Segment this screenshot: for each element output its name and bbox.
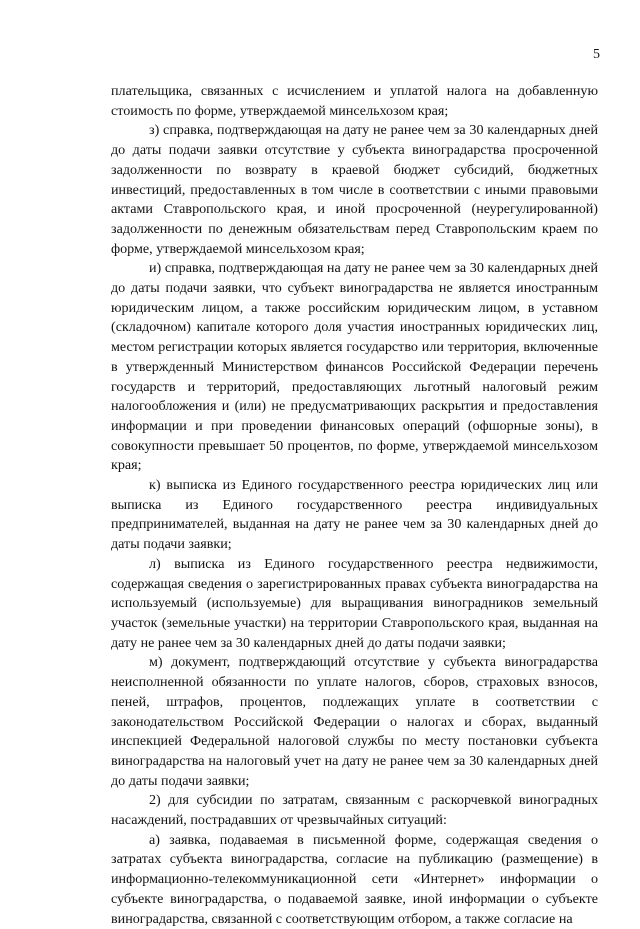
page-number: 5 xyxy=(593,47,600,62)
paragraph-item-z: з) справка, подтверждающая на дату не ранее чем за 30 календарных дней до даты подачи заявки отсутствие у субъекта виноградарства просроченной задолженности по возврату в краевой бюджет субсидий, бюджетных инвестиций, предоставленных в том числе в соответствии с иными правовыми актами Ставропольского края, и иной просроченной (неурегулированной) задолженности по денежным обязательствам перед Ставропольским краем по форме, утверждаемой минсельхозом края; xyxy=(111,122,598,257)
paragraph-item-2: 2) для субсидии по затратам, связанным с раскорчевкой виноградных насаждений, пострадавших от чрезвычайных ситуаций: xyxy=(111,792,598,829)
paragraph-item-a: а) заявка, подаваемая в письменной форме, содержащая сведения о затратах субъекта виноградарства, согласие на публикацию (размещение) в информационно-телекоммуникационной сети «Интернет» информации о субъекте виноградарства, о подаваемой заявке, иной информации о субъекте виноградарства, связанной с соответствующим отбором, а также согласие на xyxy=(111,831,598,927)
paragraph-item-i: и) справка, подтверждающая на дату не ранее чем за 30 календарных дней до даты подачи заявки, что субъект виноградарства не является иностранным юридическим лицом, а также российским юридическим лицом, в уставном (складочном) капитале которого доля участия иностранных юридических лиц, местом регистрации которых является государство или территория, включенные в утвержденный Министерством финансов Российской Федерации перечень государств и территорий, предоставляющих льготный налоговый режим налогообложения и (или) не предусматривающих раскрытия и предоставления информации и при проведении финансовых операций (офшорные зоны), в совокупности превышает 50 процентов, по форме, утверждаемой минсельхозом края; xyxy=(111,260,598,474)
paragraph-item-l: л) выписка из Единого государственного реестра недвижимости, содержащая сведения о зарегистрированных правах субъекта виноградарства на используемый (используемые) для выращивания виноградников земельный участок (земельные участки) на территории Ставропольского края, выданная на дату не ранее чем за 30 календарных дней до даты подачи заявки; xyxy=(111,555,598,651)
paragraph-item-m: м) документ, подтверждающий отсутствие у субъекта виноградарства неисполненной обязанности по уплате налогов, сборов, страховых взносов, пеней, штрафов, процентов, подлежащих уплате в соответствии с законодательством Российской Федерации о налогах и сборах, выданный инспекцией Федеральной налоговой службы по месту постановки субъекта виноградарства на налоговый учет на дату не ранее чем за 30 календарных дней до даты подачи заявки; xyxy=(111,654,598,789)
paragraph-continuation: плательщика, связанных с исчислением и уплатой налога на добавленную стоимость по форме, утверждаемой минсельхозом края; xyxy=(111,83,598,119)
document-body xyxy=(111,82,598,929)
paragraph-item-k: к) выписка из Единого государственного реестра юридических лиц или выписка из Единого государственного реестра индивидуальных предпринимателей, выданная на дату не ранее чем за 30 календарных дней до даты подачи заявки; xyxy=(111,477,598,553)
